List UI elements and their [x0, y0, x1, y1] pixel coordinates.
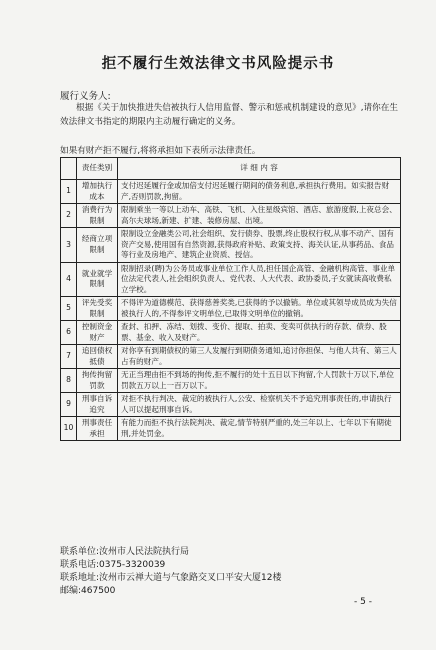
table-row	[61, 297, 401, 321]
table-row	[61, 345, 401, 369]
row-category: 经商立项限制	[77, 228, 118, 263]
table-row	[61, 321, 401, 345]
table-row	[61, 369, 401, 393]
intro-paragraph: 根据《关于加快推进失信被执行人信用监督、警示和惩戒机制建设的意见》,请你在生效法律文书指定的期限内主动履行确定的义务。	[60, 103, 398, 127]
row-category: 刑事责任承担	[77, 417, 118, 441]
row-category: 拘传拘留罚款	[77, 369, 118, 393]
row-category: 增加执行成本	[77, 180, 118, 204]
row-number: 5	[61, 297, 77, 321]
row-number: 1	[61, 180, 77, 204]
row-category: 刑事自诉追究	[77, 393, 118, 417]
row-number: 9	[61, 393, 77, 417]
row-detail: 对拒不执行判决、裁定的被执行人,公安、检察机关不予追究刑事责任的,申请执行人可以提起刑事自诉。	[118, 393, 401, 417]
row-detail: 有能力而拒不执行法院判决、裁定,情节特别严重的,处三年以上、七年以下有期徒刑,并处罚金。	[118, 417, 401, 441]
header-detail: 详 细 内 容	[118, 158, 401, 180]
row-number: 10	[61, 417, 77, 441]
table-row	[61, 180, 401, 204]
liability-intro: 如果有财产拒不履行,将将承担如下表所示法律责任。	[60, 146, 261, 156]
row-detail: 无正当理由拒不到场的拘传,拒不履行的处十五日以下拘留,个人罚款十万以下,单位罚款五万以上一百万以下。	[118, 369, 401, 393]
row-detail: 支付迟延履行金或加倍支付迟延履行期间的债务利息,承担执行费用。如实报告财产,否则罚款,拘留。	[118, 180, 401, 204]
row-number: 4	[61, 262, 77, 297]
contact-unit: 联系单位:汝州市人民法院执行局	[60, 547, 190, 557]
table-row	[61, 204, 401, 228]
page-number: - 5 -	[354, 597, 372, 607]
contact-address: 联系地址:汝州市云禅大道与气象路交叉口平安大厦12楼	[60, 573, 282, 583]
row-detail: 对你享有到期债权的第三人发履行到期债务通知,追讨你担保、与他人共有、第三人占有的财产。	[118, 345, 401, 369]
table-header-row	[61, 158, 401, 180]
row-category: 消费行为限制	[77, 204, 118, 228]
row-category: 控制资金财产	[77, 321, 118, 345]
row-number: 2	[61, 204, 77, 228]
row-detail: 限制招录(聘)为公务员或事业单位工作人员,担任国企高管、金融机构高管、事业单位法定代表人,社会组织负责人、党代表、人大代表、政协委员,子女就读高收费私立学校。	[118, 262, 401, 297]
table-row	[61, 417, 401, 441]
table-row	[61, 393, 401, 417]
table-row	[61, 228, 401, 263]
row-number: 3	[61, 228, 77, 263]
row-detail: 限制乘坐一等以上动车、高铁、飞机、入住星级宾馆、酒店、旅游度假,上夜总会、高尔夫球场,新建、扩建、装修房屋、出境。	[118, 204, 401, 228]
header-no	[61, 158, 77, 180]
contact-phone: 联系电话:0375-3320039	[60, 560, 166, 570]
contact-postcode: 邮编:467500	[60, 586, 116, 596]
contact-block	[60, 546, 282, 598]
row-detail: 查封、扣押、冻结、划拨、变价、提取、拍卖、变卖可供执行的存款、债券、股票、基金、收入及财产。	[118, 321, 401, 345]
row-detail: 限制设立金融类公司,社会组织、发行债券、股票,终止股权行权,从事不动产、国有资产交易,使用国有自然资源,获得政府补贴、政策支持、海关认证,从事药品、食品等行业及房地产、建筑企业资质、授信。	[118, 228, 401, 263]
row-category: 追回债权抵债	[77, 345, 118, 369]
row-detail: 不得评为道德模范、获得慈善奖类,已获得的予以撤销。单位或其领导成员成为失信被执行人的,不得参评文明单位,已取得文明单位的撤销。	[118, 297, 401, 321]
row-category: 就业就学限制	[77, 262, 118, 297]
table-row	[61, 262, 401, 297]
row-category: 评先受奖限制	[77, 297, 118, 321]
page-title: 拒不履行生效法律文书风险提示书	[101, 55, 335, 72]
row-number: 6	[61, 321, 77, 345]
liability-table	[60, 157, 401, 441]
salutation: 履行义务人:	[60, 91, 111, 102]
header-category: 责任类别	[77, 158, 118, 180]
row-number: 8	[61, 369, 77, 393]
row-number: 7	[61, 345, 77, 369]
